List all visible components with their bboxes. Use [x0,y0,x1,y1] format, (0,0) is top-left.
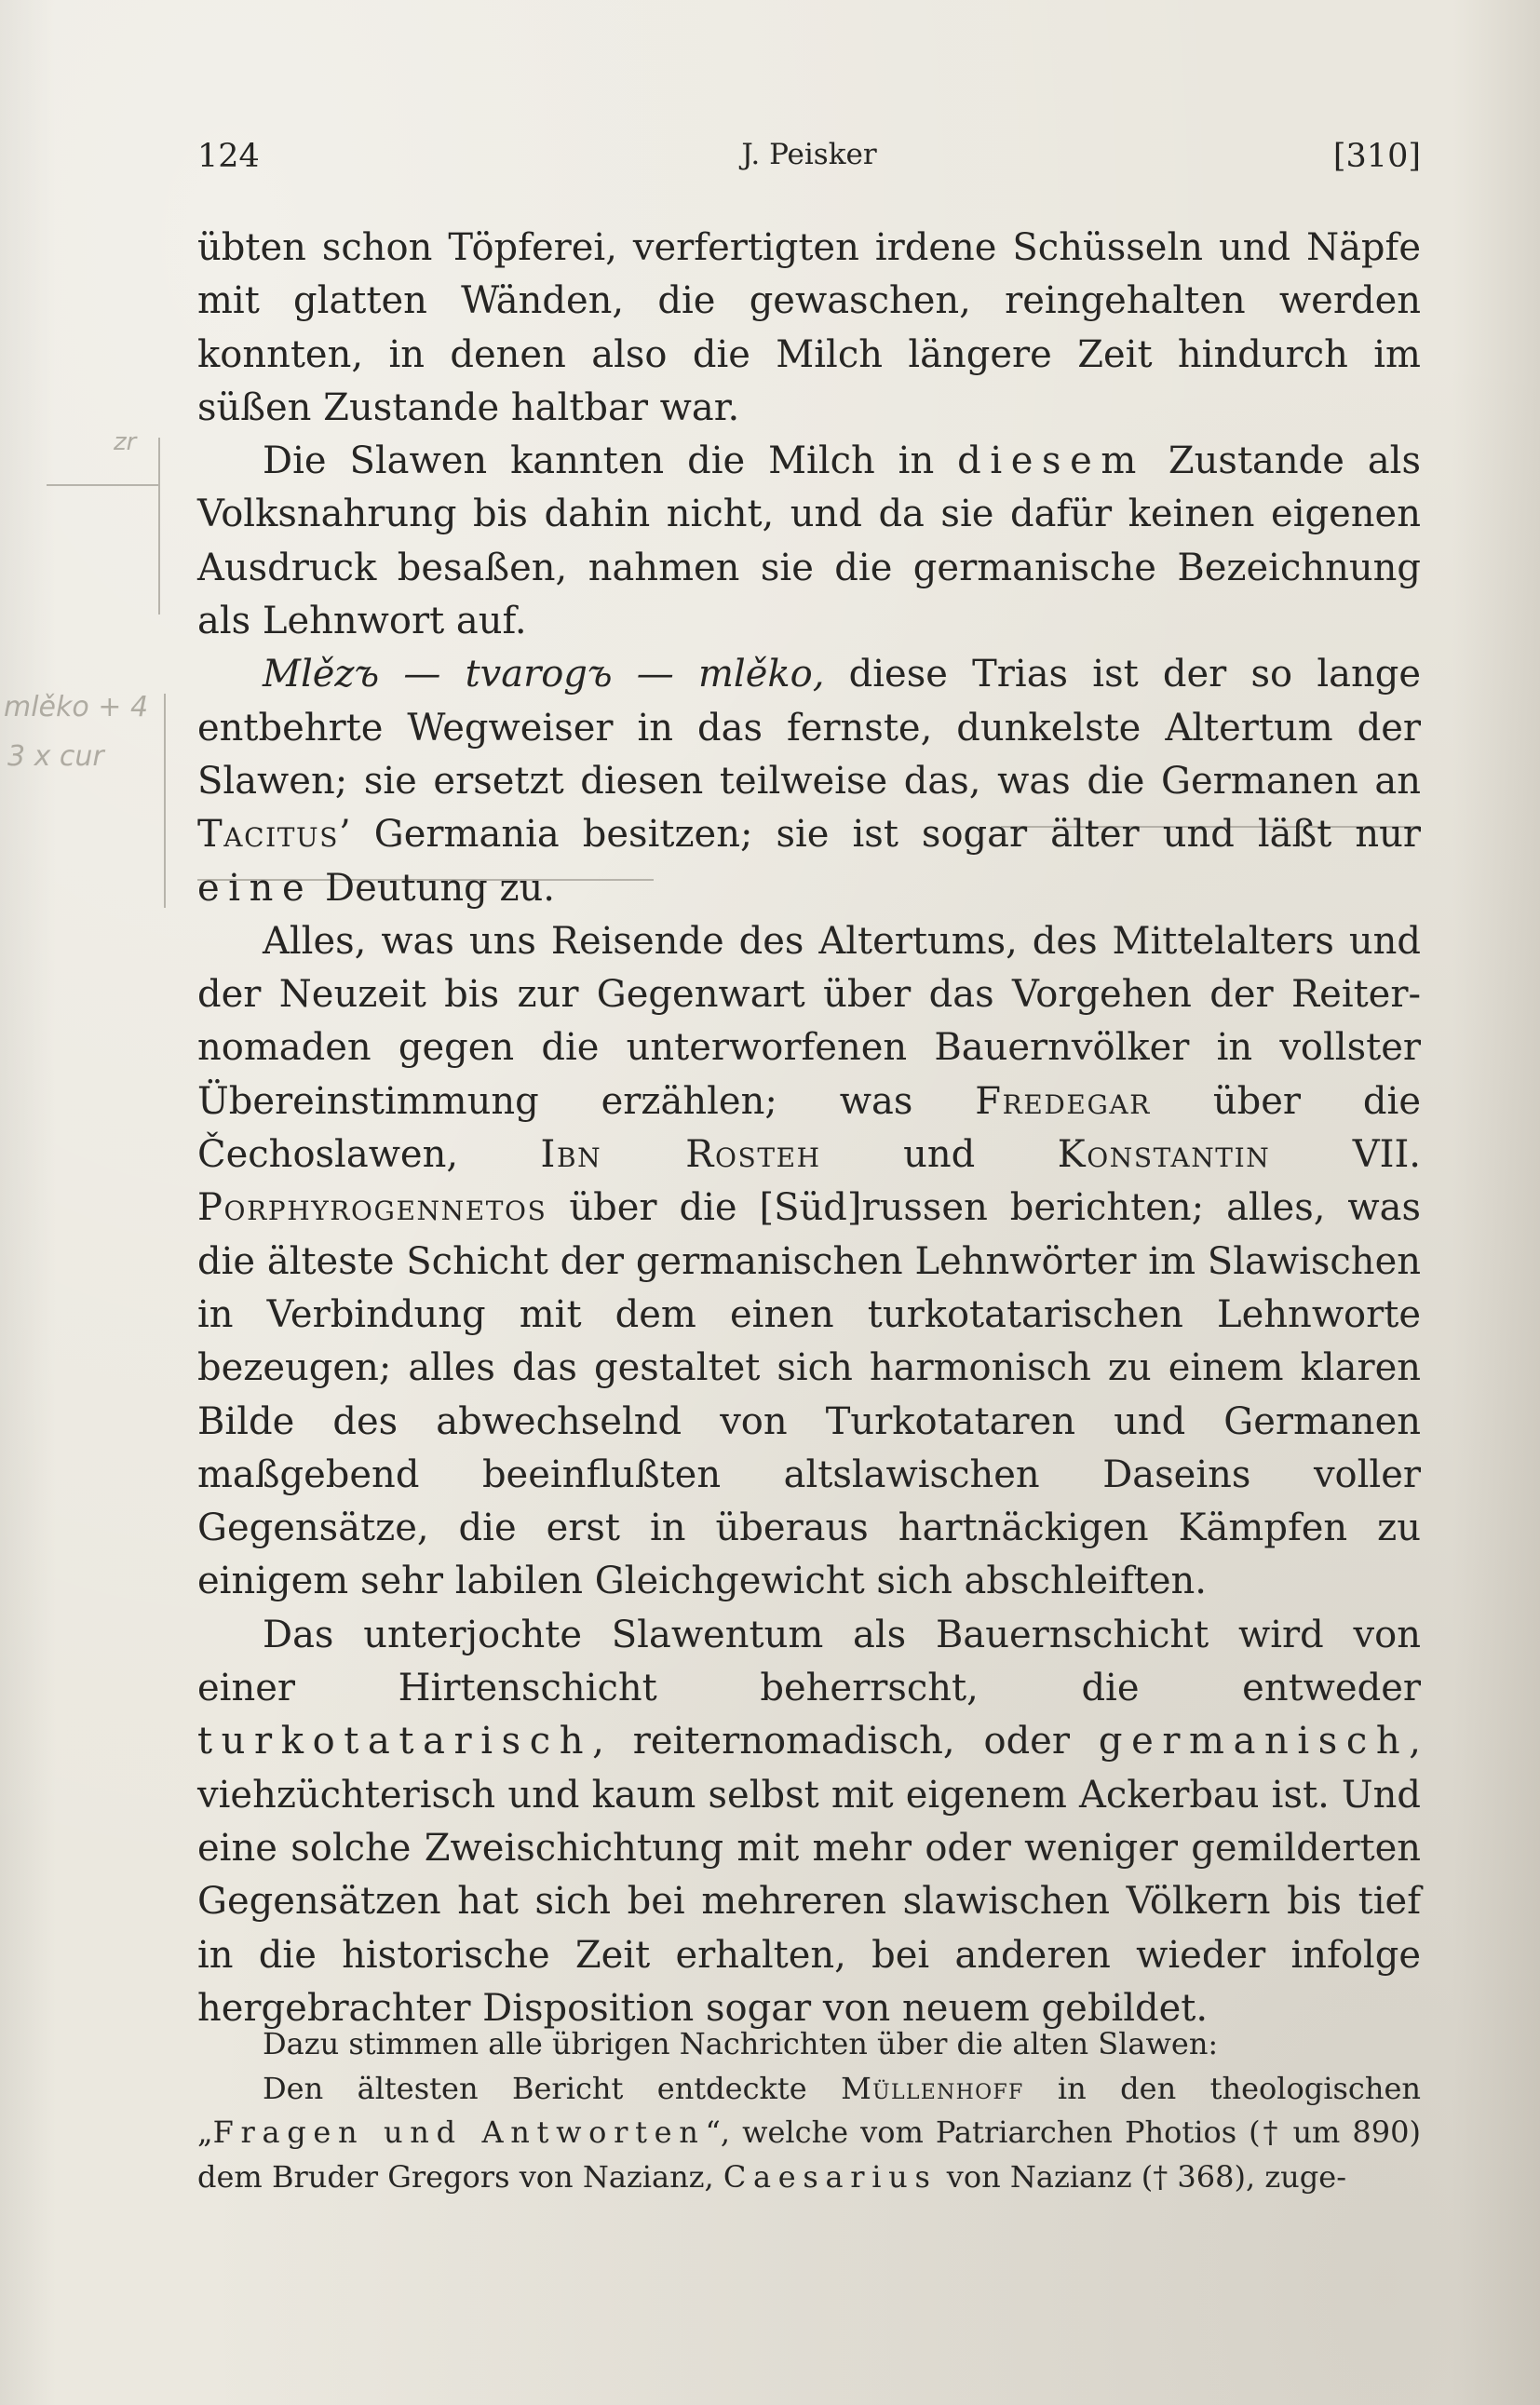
text-run: über die Čechoslawen, [197,1079,1421,1177]
paragraph-5 [197,1609,1421,2035]
author-name-porphyrogennetos: Porphyrogennetos [197,1186,547,1230]
small-print-section [197,2022,1421,2199]
pencil-margin-stroke [158,438,160,615]
small-print-paragraph-1: Dazu stimmen alle übrigen Nachrichten über die alten Slawen: [263,2026,1219,2061]
page-number: 124 [197,138,260,175]
pencil-marginal-note: mlěko + 4 [4,691,149,723]
small-print-paragraph-2 [197,2067,1421,2200]
paragraph-2 [197,435,1421,648]
text-run: Alles, was uns Reisende des Altertums, des Mittelalters und der Neuzeit bis zur Gegenwart über das Vorgehen der Reiternomaden gegen die unterworfenen Bauernvölker in vollster Übereinstimmung erzählen; was [197,919,1421,1123]
author-name-muellenhoff: Müllenhoff [841,2070,1024,2106]
pencil-margin-stroke [164,694,166,908]
running-head: J. Peisker [741,138,877,171]
text-run: Die Slawen kannten die Milch in [263,439,958,483]
text-run: Das unterjochte Slawentum als Bauernschicht wird von einer Hirtenschicht beherrscht, die entweder [197,1613,1421,1710]
paragraph-4 [197,915,1421,1609]
text-run: , viehzüchterisch und kaum selbst mit eigenem Ackerbau ist. Und eine solche Zweischichtung mit mehr oder weniger gemilderten Gegensätzen hat sich bei mehreren slawischen Völkern bis tief in die historische Zeit erhalten, bei anderen wieder infolge hergebrachter Disposition sogar von neuem gebildet. [197,1720,1421,2030]
text-run: “, welche vom Patriarchen Photios († um 890) dem Bruder Gregors von Nazianz, [197,2115,1421,2195]
text-run: Zustande als Volksnahrung bis dahin nicht, und da sie dafür keinen eigenen Ausdruck besaßen, nahmen sie die germanische Bezeichnung als Lehnwort auf. [197,439,1421,643]
text-run: VII. [1270,1133,1422,1177]
text-run: ’ Germania besitzen; sie ist sogar älter und läßt nur [339,813,1421,857]
main-text [197,222,1421,2035]
pencil-marginal-note: 3 x cur [7,740,104,773]
text-run: in den theologischen „ [197,2070,1422,2151]
paragraph-1: übten schon Töpferei, verfertigten irdene Schüsseln und Näpfe mit glatten Wänden, die gewaschen, reingehalten werden konnten, in denen also die Milch längere Zeit hindurch im süßen Zustande haltbar war. [197,226,1421,429]
text-run: und [820,1133,1058,1177]
emphasis-spaced: germanisch [1098,1720,1410,1763]
paragraph-3 [197,648,1421,914]
text-run: diese Trias ist der so lange entbehrte Wegweiser in das fernste, dunkelste Altertum der Slawen; sie ersetzt diesen teilweise das, was die Germanen an [197,653,1422,803]
pencil-margin-stroke [47,484,158,486]
emphasis-spaced: diesem [957,439,1145,483]
text-run: , reiternomadisch, oder [592,1720,1099,1763]
italic-trias: Mlězъ — tvarogъ — mlěko, [263,653,825,696]
pencil-marginal-note: zr [114,428,137,456]
emphasis-spaced: Caesarius [723,2158,938,2195]
bracketed-page-number: [310] [1332,138,1421,175]
text-run: Deutung zu. [313,866,555,910]
author-name-konstantin: Konstantin [1057,1133,1271,1177]
text-run: von Nazianz († 368), zuge- [937,2158,1347,2195]
author-name-ibn-rosteh: Ibn Rosteh [540,1133,821,1177]
text-run: Den ältesten Bericht entdeckte [263,2070,842,2106]
author-name-fredegar: Fredegar [975,1079,1151,1123]
emphasis-spaced: eine [197,866,314,910]
author-name-tacitus: Tacitus [197,813,340,857]
emphasis-spaced: turkotatarisch [197,1720,593,1763]
text-run: über die [Süd]russen berichten; alles, was die älteste Schicht der germanischen Lehnwörter im Slawischen in Verbindung mit dem einen turkotatarischen Lehnworte bezeugen; alles das gestaltet sich harmonisch zu einem klaren Bilde des abwechselnd von Turkotataren und Germanen maßgebend beeinflußten altslawischen Daseins voller Gegensätze, die erst in überaus hartnäckigen Kämpfen zu einigem sehr labilen Gleichgewicht sich abschleiften. [197,1186,1421,1603]
page-header [197,138,1421,184]
emphasis-spaced: Fragen und Antworten [212,2115,706,2151]
